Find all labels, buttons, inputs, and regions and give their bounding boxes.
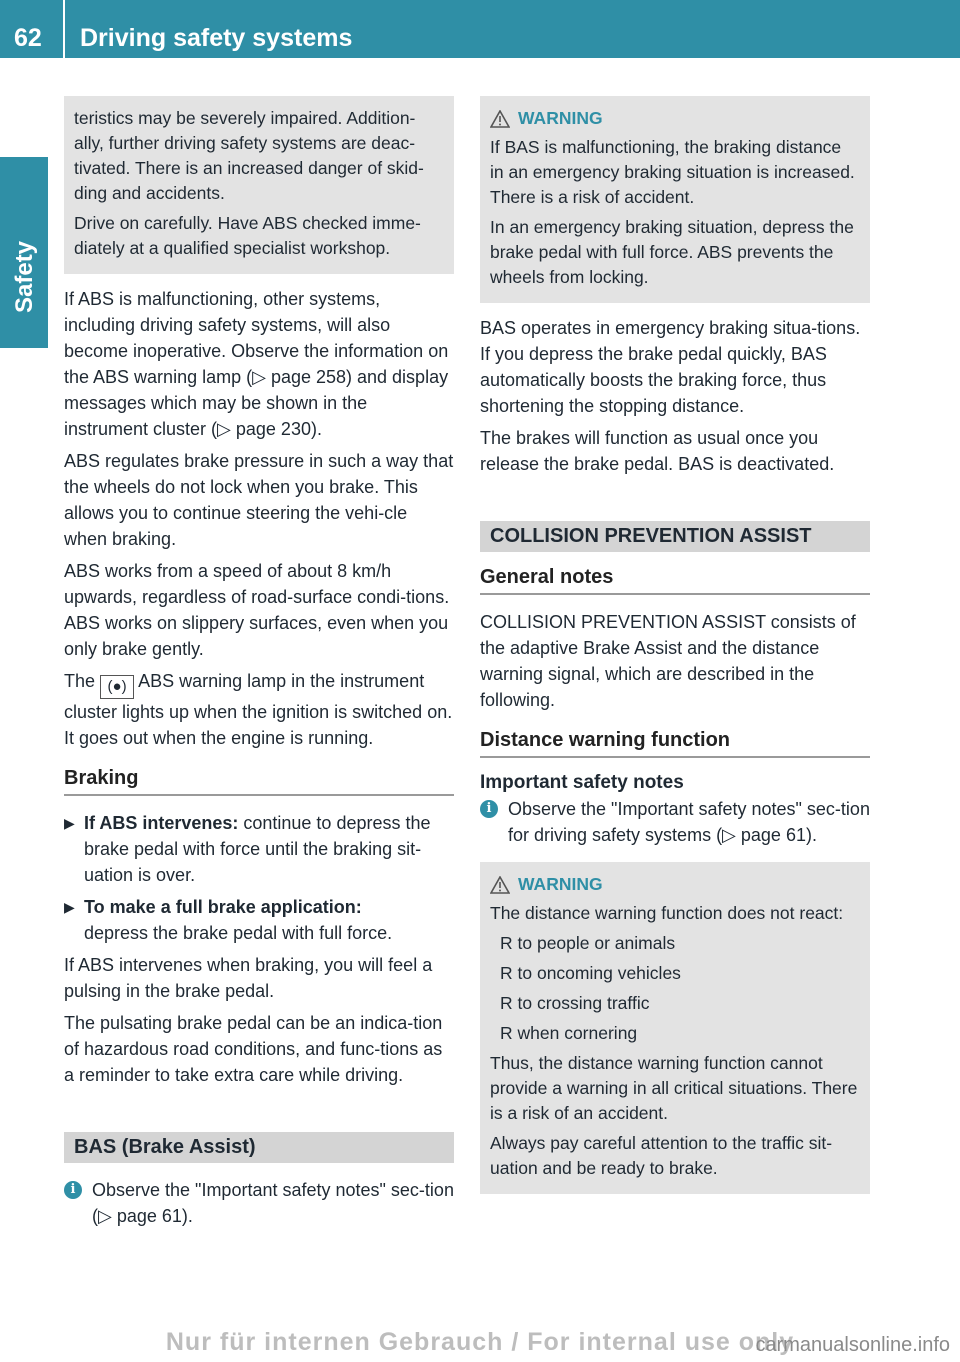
warning-title-text: WARNING [518,108,603,128]
box-paragraph: teristics may be severely impaired. Addition-ally, further driving safety systems are deac-tivated. There is an increased danger of skid-ding and accidents. [74,108,424,203]
warning-paragraph: The distance warning function does not react: [490,903,844,923]
step-bold: To make a full brake application: [84,897,362,917]
paragraph: COLLISION PREVENTION ASSIST consists of the adaptive Brake Assist and the distance warning signal, which are described in the following. [480,612,856,710]
lamp-text-post: ABS warning lamp in the instrument cluster lights up when the ignition is switched on. It goes out when the engine is running. [64,671,453,748]
side-tab-label: Safety [11,240,38,313]
warning-triangle-icon [490,110,510,128]
paragraph: If ABS intervenes when braking, you will feel a pulsing in the brake pedal. [64,955,433,1001]
bullet-item: R to crossing traffic [500,993,650,1013]
info-icon: i [64,1181,82,1199]
warning-paragraph: Always pay careful attention to the traffic sit-uation and be ready to brake. [490,1133,833,1178]
info-icon: i [480,800,498,818]
info-note [64,1177,454,1229]
braking-heading: Braking [64,757,454,796]
instruction-step [64,810,454,888]
footer-watermark: Nur für internen Gebrauch / For internal use only [165,1328,795,1356]
warning-paragraph: If BAS is malfunctioning, the braking distance in an emergency braking situation is increased. There is a risk of accident. [490,137,855,207]
bas-heading: BAS (Brake Assist) [64,1132,454,1163]
right-column [480,96,870,1206]
info-text: Observe the "Important safety notes" sec-tion (▷ page 61). [92,1180,454,1226]
step-bold: If ABS intervenes: [84,813,239,833]
arrow-icon: ▶ [64,815,75,831]
step-rest: depress the brake pedal with full force. [84,923,393,943]
step-text [84,894,392,946]
paragraph: ABS regulates brake pressure in such a way that the wheels do not lock when you brake. This allows you to continue steering the vehi-cle when braking. [64,451,454,549]
bullet-item: R to oncoming vehicles [500,963,681,983]
section-title: Driving safety systems [80,24,353,52]
important-safety-heading: Important safety notes [480,772,684,793]
lamp-text-pre: The [64,671,96,691]
bullet-item: R when cornering [500,1023,638,1043]
abs-warning-continuation-box [64,96,454,274]
step-rest: continue to depress the brake pedal with force until the braking sit-uation is over. [84,813,431,885]
arrow-icon: ▶ [64,899,75,915]
page-number: 62 [14,24,42,52]
step-text [84,810,454,888]
paragraph-abs-lamp [64,668,454,751]
paragraph: The brakes will function as usual once you release the brake pedal. BAS is deactivated. [480,428,835,474]
general-notes-heading: General notes [480,566,870,595]
bas-warning-box [480,96,870,303]
paragraph: If ABS is malfunctioning, other systems, including driving safety systems, will also become inoperative. Observe the information on the ABS warning lamp (▷ page 258) and display messages which may be shown in the instrument cluster (▷ page 230). [64,289,449,439]
abs-warning-lamp-icon: (●) [100,675,134,699]
bullet-item: R to people or animals [500,933,676,953]
warning-title [490,106,858,131]
footer-site: carmanualsonline.info [755,1334,950,1356]
instruction-step [64,894,454,946]
paragraph: BAS operates in emergency braking situa-tions. If you depress the brake pedal quickly, BAS automatically boosts the braking force, thus shortening the stopping distance. [480,318,861,416]
paragraph: The pulsating brake pedal can be an indica-tion of hazardous road conditions, and func-tions as a reminder to take extra care while driving. [64,1013,443,1085]
cpa-heading: COLLISION PREVENTION ASSIST [480,521,870,552]
box-paragraph: Drive on carefully. Have ABS checked imme-diately at a qualified specialist workshop. [74,213,421,258]
distance-warning-box [480,862,870,1194]
info-note [480,796,870,848]
warning-title-text: WARNING [518,874,603,894]
warning-title [490,872,858,897]
left-column [64,96,454,1235]
info-text: Observe the "Important safety notes" sec-tion for driving safety systems (▷ page 61). [508,799,870,845]
distance-warning-heading: Distance warning function [480,719,870,758]
warning-paragraph: In an emergency braking situation, depress the brake pedal with full force. ABS prevents the wheels from locking. [490,217,854,287]
header-divider [63,0,65,58]
warning-paragraph: Thus, the distance warning function cannot provide a warning in all critical situations. There is a risk of an accident. [490,1053,858,1123]
warning-triangle-icon [490,876,510,894]
paragraph: ABS works from a speed of about 8 km/h upwards, regardless of road-surface condi-tions. ABS works on slippery surfaces, even when you only brake gently. [64,561,450,659]
